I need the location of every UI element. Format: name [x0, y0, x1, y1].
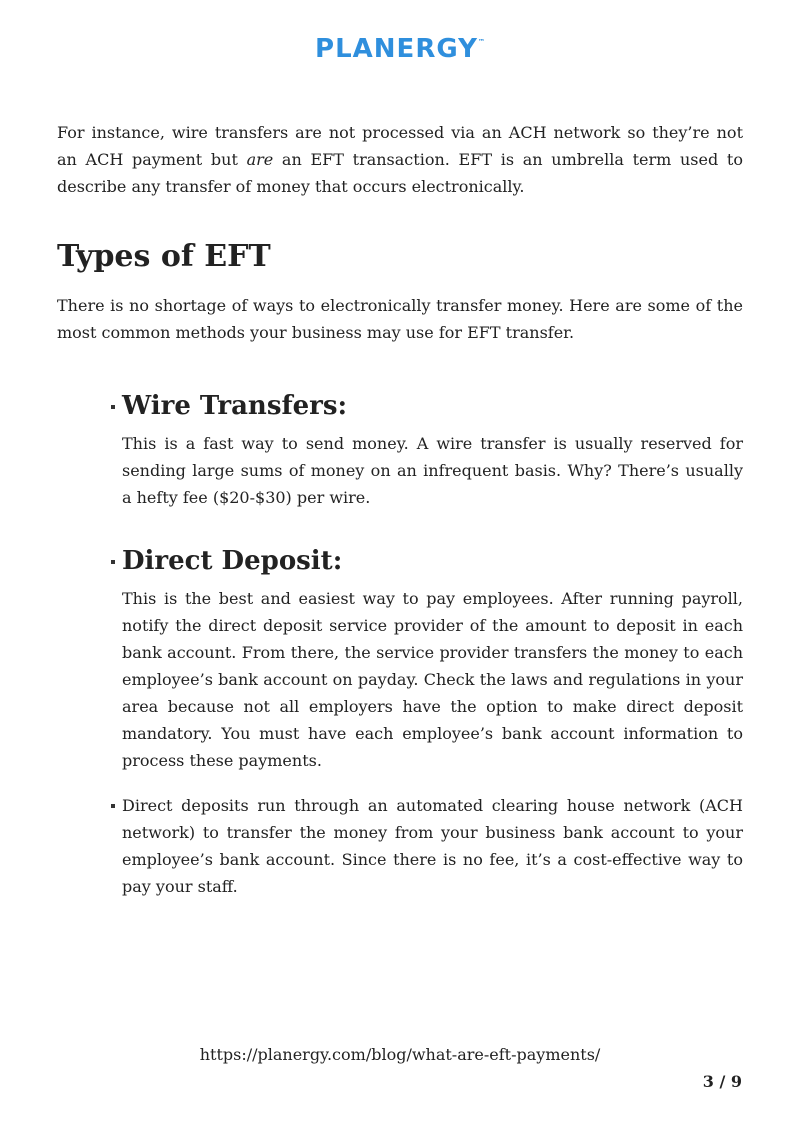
- bullet-icon: [111, 405, 115, 409]
- intro-text-a: For instance, wire transfers are not processed via an ACH network so they’re not an ACH payment but: [57, 123, 743, 169]
- logo-text: PLANERGY: [315, 34, 478, 64]
- direct-deposit-text: This is the best and easiest way to pay employees. After running payroll, notify the direct deposit service provider of the amount to deposit in each bank account. From there, the service provider transfers the money to each employee’s bank account on payday. Check the laws and regulations in your area because not all employers have the option to make direct deposit mandatory. You must have each employee’s bank account information to process these payments.: [122, 589, 743, 770]
- eft-types-list: [122, 390, 743, 900]
- intro-paragraph: [57, 119, 743, 200]
- wire-transfers-text: This is a fast way to send money. A wire transfer is usually reserved for sending large sums of money on an infrequent basis. Why? There’s usually a hefty fee ($20-$30) per wire.: [122, 434, 743, 507]
- intro-emphasis: are: [246, 150, 274, 169]
- bullet-icon: [111, 560, 115, 564]
- direct-deposit-heading: Direct Deposit:: [122, 546, 343, 576]
- planergy-logo: [0, 34, 800, 64]
- bullet-icon: [111, 804, 115, 808]
- list-item: [122, 390, 743, 511]
- intro-text-b: an EFT transaction. EFT is an umbrella term used to describe any transfer of money that occurs electronically.: [57, 150, 743, 196]
- ach-network-text: Direct deposits run through an automated clearing house network (ACH network) to transfer the money from your business bank account to your employee’s bank account. Since there is no fee, it’s a cost-effective way to pay your staff.: [122, 796, 743, 896]
- list-item: [122, 545, 743, 774]
- logo-trademark: ™: [477, 38, 485, 46]
- section-intro-paragraph: There is no shortage of ways to electronically transfer money. Here are some of the most common methods your business may use for EFT transfer.: [57, 296, 743, 342]
- wire-transfers-heading: Wire Transfers:: [122, 391, 348, 421]
- article-content: [57, 119, 743, 900]
- footer-url: https://planergy.com/blog/what-are-eft-payments/: [199, 1045, 601, 1064]
- section-heading: Types of EFT: [57, 239, 271, 274]
- page-number: 3 / 9: [702, 1072, 742, 1091]
- list-item: [122, 792, 743, 900]
